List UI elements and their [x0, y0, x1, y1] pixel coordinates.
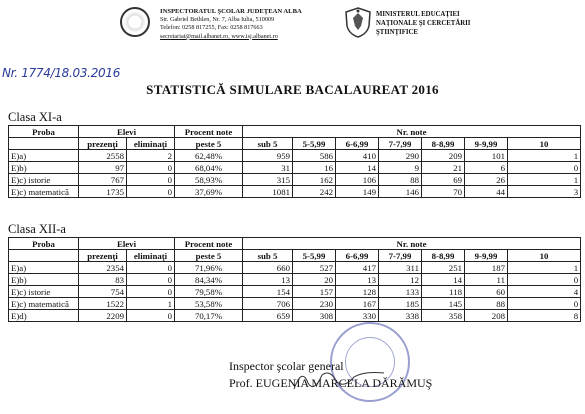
ministry-coat-of-arms-icon: [343, 6, 373, 38]
cell-note-count: 31: [243, 162, 293, 174]
ministry-line-2: NAŢIONALE ŞI CERCETĂRII: [376, 20, 471, 27]
cell-note-count: 12: [379, 274, 422, 286]
cell-note-count: 154: [243, 286, 293, 298]
table-row: [9, 150, 581, 162]
cell-prezenti: 83: [79, 274, 127, 286]
cell-note-count: 251: [422, 262, 465, 274]
cell-note-count: 586: [293, 150, 336, 162]
page-title: STATISTICĂ SIMULARE BACALAUREAT 2016: [146, 82, 439, 97]
cell-proba: E)b): [9, 274, 79, 286]
cell-prezenti: 754: [79, 286, 127, 298]
cell-eliminati: 0: [127, 286, 175, 298]
cell-note-count: 0: [508, 298, 581, 310]
cell-eliminati: 1: [127, 298, 175, 310]
cell-note-count: 208: [465, 310, 508, 322]
header-proba-blank: [9, 138, 79, 150]
cell-note-count: 959: [243, 150, 293, 162]
header-bin: 7-7,99: [379, 138, 422, 150]
cell-proba: E)a): [9, 262, 79, 274]
cell-note-count: 3: [508, 186, 581, 198]
cell-note-count: 14: [422, 274, 465, 286]
cell-note-count: 157: [293, 286, 336, 298]
cell-note-count: 6: [465, 162, 508, 174]
cell-note-count: 1081: [243, 186, 293, 198]
cell-note-count: 659: [243, 310, 293, 322]
table-row: [9, 186, 581, 198]
cell-prezenti: 767: [79, 174, 127, 186]
cell-note-count: 21: [422, 162, 465, 174]
cell-note-count: 133: [379, 286, 422, 298]
cell-note-count: 16: [293, 162, 336, 174]
institution-contact-link[interactable]: secretariat@mail.albanet.ro, www.isj.albanet.ro: [160, 32, 278, 40]
cell-prezenti: 2558: [79, 150, 127, 162]
cell-note-count: 315: [243, 174, 293, 186]
cell-note-count: 311: [379, 262, 422, 274]
cell-note-count: 60: [465, 286, 508, 298]
table-row: [9, 262, 581, 274]
cell-note-count: 1: [508, 174, 581, 186]
cell-note-count: 290: [379, 150, 422, 162]
header-bin: sub 5: [243, 250, 293, 262]
cell-note-count: 308: [293, 310, 336, 322]
cell-proba: E)d): [9, 310, 79, 322]
registration-number: Nr. 1774/18.03.2016: [2, 66, 121, 80]
header-bin: 8-8,99: [422, 138, 465, 150]
header-left: [160, 8, 302, 41]
cell-proba: E)c) istorie: [9, 286, 79, 298]
header-right: [376, 10, 470, 37]
header-bin: 9-9,99: [465, 250, 508, 262]
header-elevi: Elevi: [79, 238, 175, 250]
institution-address: Str. Gabriel Bethlen, Nr. 7, Alba Iulia, 510009: [160, 16, 275, 24]
cell-prezenti: 2354: [79, 262, 127, 274]
cell-procent: 68,04%: [175, 162, 243, 174]
table-row: [9, 310, 581, 322]
header-bin: 8-8,99: [422, 250, 465, 262]
table-row: [9, 174, 581, 186]
header-bin: 5-5,99: [293, 138, 336, 150]
isj-alba-logo: [120, 7, 150, 37]
header-bin: 10: [508, 250, 581, 262]
cell-note-count: 20: [293, 274, 336, 286]
cell-procent: 71,96%: [175, 262, 243, 274]
cell-note-count: 0: [508, 274, 581, 286]
cell-note-count: 410: [336, 150, 379, 162]
cell-note-count: 0: [508, 162, 581, 174]
class-xi-table: [8, 125, 581, 198]
table-row: [9, 298, 581, 310]
cell-note-count: 660: [243, 262, 293, 274]
cell-eliminati: 0: [127, 274, 175, 286]
cell-note-count: 8: [508, 310, 581, 322]
header-eliminati: eliminaţi: [127, 138, 175, 150]
institution-phone: Telefon: 0258 817255, Fax: 0258 817663: [160, 24, 263, 32]
cell-procent: 84,34%: [175, 274, 243, 286]
cell-prezenti: 1735: [79, 186, 127, 198]
cell-note-count: 101: [465, 150, 508, 162]
header-procent-bottom: peste 5: [175, 250, 243, 262]
header-bin: 9-9,99: [465, 138, 508, 150]
cell-note-count: 149: [336, 186, 379, 198]
cell-note-count: 1: [508, 262, 581, 274]
cell-note-count: 69: [422, 174, 465, 186]
cell-note-count: 13: [336, 274, 379, 286]
cell-note-count: 26: [465, 174, 508, 186]
header-bin: 7-7,99: [379, 250, 422, 262]
table-row: [9, 286, 581, 298]
cell-procent: 70,17%: [175, 310, 243, 322]
institution-name: INSPECTORATUL ŞCOLAR JUDEŢEAN ALBA: [160, 8, 302, 15]
class-xii-table: [8, 237, 581, 322]
cell-note-count: 88: [379, 174, 422, 186]
table-row: [9, 274, 581, 286]
cell-note-count: 706: [243, 298, 293, 310]
header-proba-blank: [9, 250, 79, 262]
header-procent-top: Procent note: [175, 238, 243, 250]
cell-eliminati: 0: [127, 262, 175, 274]
handwritten-signature-icon: [292, 365, 387, 395]
header-prezenti: prezenţi: [79, 250, 127, 262]
cell-prezenti: 1522: [79, 298, 127, 310]
cell-note-count: 162: [293, 174, 336, 186]
header-bin: 6-6,99: [336, 138, 379, 150]
header-elevi: Elevi: [79, 126, 175, 138]
cell-note-count: 167: [336, 298, 379, 310]
cell-note-count: 209: [422, 150, 465, 162]
cell-eliminati: 2: [127, 150, 175, 162]
cell-procent: 37,69%: [175, 186, 243, 198]
cell-proba: E)c) matematică: [9, 298, 79, 310]
cell-note-count: 44: [465, 186, 508, 198]
ministry-line-3: ŞTIINŢIFICE: [376, 29, 418, 36]
cell-note-count: 230: [293, 298, 336, 310]
cell-note-count: 527: [293, 262, 336, 274]
cell-note-count: 1: [508, 150, 581, 162]
class-xi-label: Clasa XI-a: [8, 110, 62, 124]
header-procent-top: Procent note: [175, 126, 243, 138]
cell-note-count: 185: [379, 298, 422, 310]
ministry-line-1: MINISTERUL EDUCAŢIEI: [376, 11, 460, 18]
cell-note-count: 13: [243, 274, 293, 286]
cell-prezenti: 97: [79, 162, 127, 174]
cell-proba: E)c) istorie: [9, 174, 79, 186]
cell-procent: 62,48%: [175, 150, 243, 162]
header-bin: sub 5: [243, 138, 293, 150]
header-nr-note: Nr. note: [243, 126, 581, 138]
header-bin: 10: [508, 138, 581, 150]
cell-note-count: 70: [422, 186, 465, 198]
signature-title: Inspector şcolar general: [229, 359, 344, 373]
cell-note-count: 118: [422, 286, 465, 298]
cell-proba: E)c) matematică: [9, 186, 79, 198]
header-bin: 5-5,99: [293, 250, 336, 262]
header-bin: 6-6,99: [336, 250, 379, 262]
cell-note-count: 242: [293, 186, 336, 198]
cell-prezenti: 2209: [79, 310, 127, 322]
header-procent-bottom: peste 5: [175, 138, 243, 150]
cell-proba: E)a): [9, 150, 79, 162]
cell-procent: 79,58%: [175, 286, 243, 298]
cell-procent: 58,93%: [175, 174, 243, 186]
cell-eliminati: 0: [127, 162, 175, 174]
table-row: [9, 162, 581, 174]
cell-note-count: 11: [465, 274, 508, 286]
cell-eliminati: 0: [127, 186, 175, 198]
cell-note-count: 145: [422, 298, 465, 310]
cell-note-count: 88: [465, 298, 508, 310]
cell-note-count: 187: [465, 262, 508, 274]
class-xii-label: Clasa XII-a: [8, 222, 66, 236]
cell-eliminati: 0: [127, 174, 175, 186]
header-proba: Proba: [9, 126, 79, 138]
header-nr-note: Nr. note: [243, 238, 581, 250]
header-prezenti: prezenţi: [79, 138, 127, 150]
cell-note-count: 358: [422, 310, 465, 322]
header-eliminati: eliminaţi: [127, 250, 175, 262]
cell-procent: 53,58%: [175, 298, 243, 310]
cell-note-count: 338: [379, 310, 422, 322]
cell-proba: E)b): [9, 162, 79, 174]
cell-note-count: 417: [336, 262, 379, 274]
header-proba: Proba: [9, 238, 79, 250]
cell-eliminati: 0: [127, 310, 175, 322]
cell-note-count: 4: [508, 286, 581, 298]
cell-note-count: 330: [336, 310, 379, 322]
cell-note-count: 106: [336, 174, 379, 186]
cell-note-count: 9: [379, 162, 422, 174]
signature-name: Prof. EUGENIA MARCELA DĂRĂMUŞ: [229, 376, 433, 390]
cell-note-count: 128: [336, 286, 379, 298]
cell-note-count: 14: [336, 162, 379, 174]
cell-note-count: 146: [379, 186, 422, 198]
